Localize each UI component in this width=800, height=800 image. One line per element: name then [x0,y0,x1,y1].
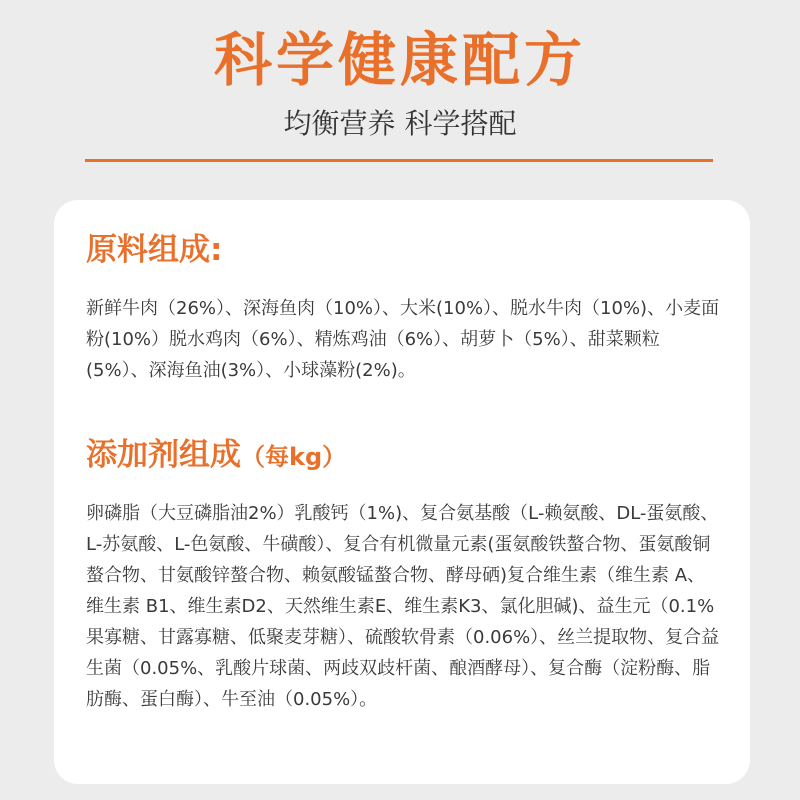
additives-heading-note: （每kg） [241,443,347,471]
content-card [54,200,750,784]
title-divider [85,159,713,162]
ingredients-text: 新鲜牛肉（26%）、深海鱼肉（10%）、大米(10%）、脱水牛肉（10%)、小麦面粉(10%）脱水鸡肉（6%）、精炼鸡油（6%）、胡萝卜（5%）、甜菜颗粒(5%）、深海鱼油(3%）、小球藻粉(2%)。 [86,298,720,381]
page-subtitle: 均衡营养 科学搭配 [283,107,517,140]
additives-text: 卵磷脂（大豆磷脂油2%）乳酸钙（1%)、复合氨基酸（L-赖氨酸、DL-蛋氨酸、L-苏氨酸、L-色氨酸、牛磺酸）、复合有机微量元素(蛋氨酸铁螯合物、蛋氨酸铜螯合物、甘氨酸锌螯合物、赖氨酸锰螯合物、酵母硒)复合维生素（维生素 A、维生素 B1、维生素D2、天然维生素E、维生素K3、氯化胆碱)、益生元（0.1%果寡糖、甘露寡糖、低聚麦芽糖）、硫酸软骨素（0.06%）、丝兰提取物、复合益生菌（0.05%、乳酸片球菌、两歧双歧杆菌、酿酒酵母）、复合酶（淀粉酶、脂肪酶、蛋白酶）、牛至油（0.05%）。 [86,503,720,710]
page-title: 科学健康配方 [213,26,586,94]
additives-heading-label: 添加剂组成 [86,437,241,473]
ingredients-heading: 原料组成: [86,232,223,268]
additives-heading [86,433,346,479]
